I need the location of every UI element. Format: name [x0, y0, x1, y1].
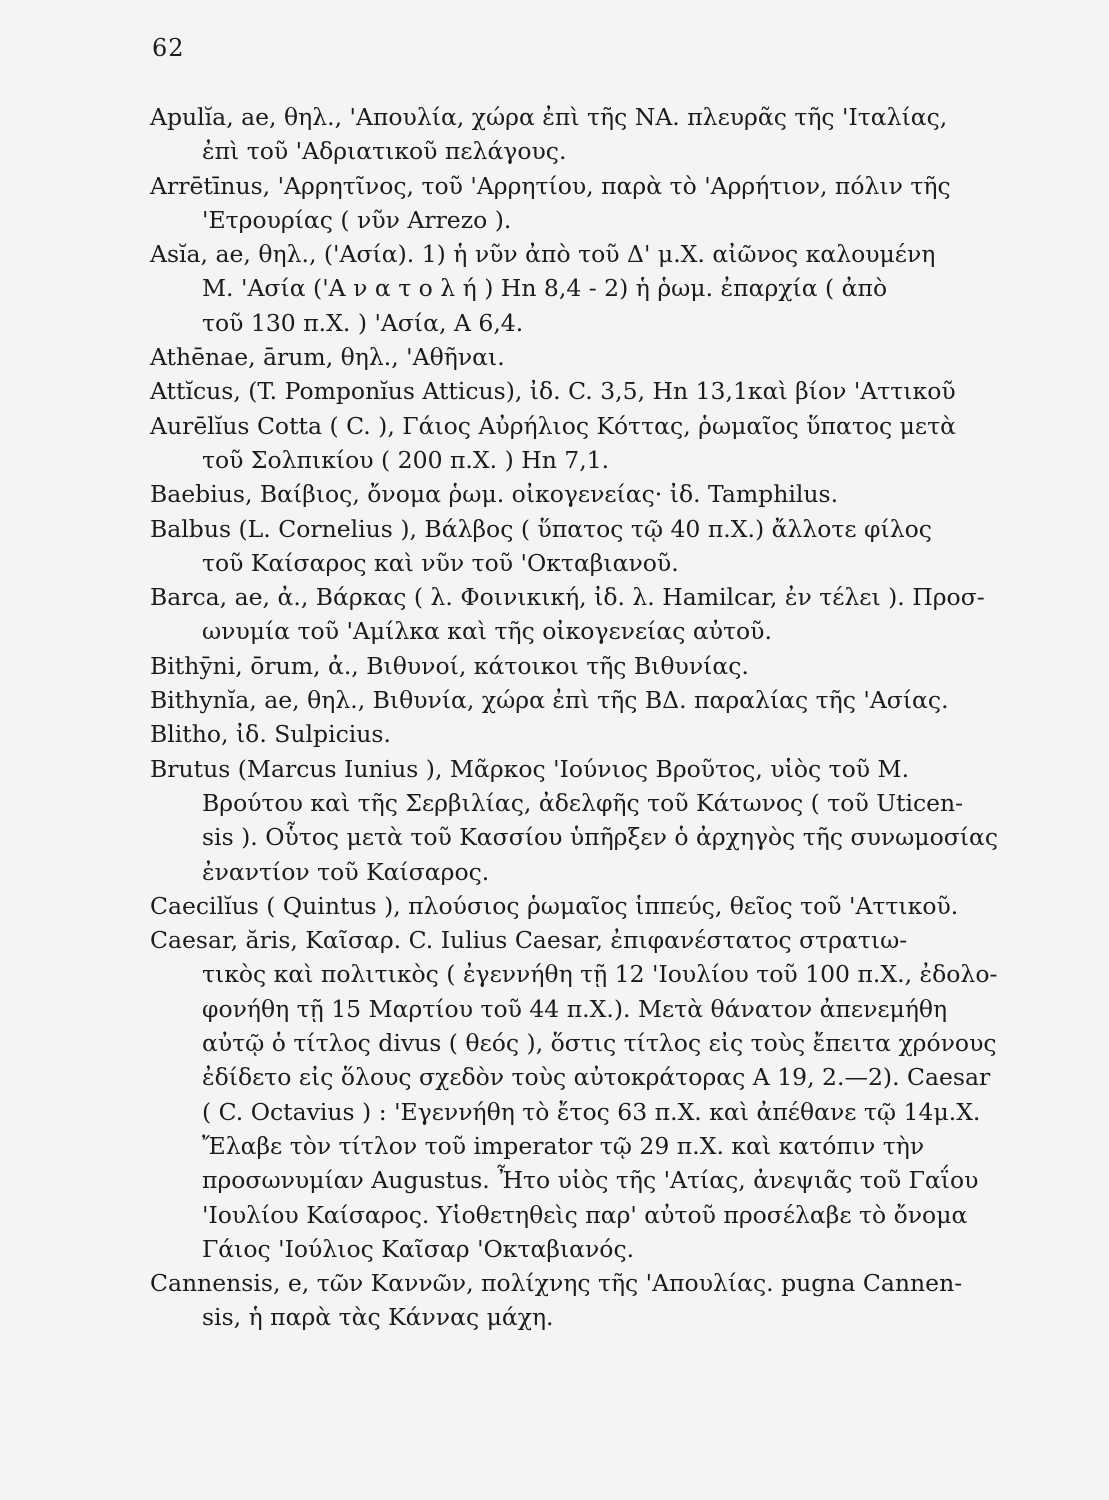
entry-continuation-line: ἐδίδετο εἰς ὅλους σχεδὸν τοὺς αὐτοκράτορας A 19, 2.—2). Caesar — [202, 1063, 991, 1092]
dictionary-entry — [150, 374, 1020, 408]
entry-continuation-line: αὐτῷ ὁ τίτλος divus ( θεός ), ὅστις τίτλος εἰς τοὺς ἔπειτα χρόνους — [202, 1029, 997, 1058]
entry-headline: Baebius, Βαίβιος, ὄνομα ῥωμ. οἰκογενείας· ἰδ. Tamphilus. — [150, 480, 839, 509]
entry-continuation-line: sis, ἡ παρὰ τὰς Κάννας μάχη. — [202, 1303, 554, 1332]
dictionary-entry — [150, 752, 1020, 889]
dictionary-entry — [150, 237, 1020, 340]
dictionary-entry — [150, 169, 1020, 238]
entry-headline: Aurēlĭus Cotta ( C. ), Γάιος Αὐρήλιος Κόττας, ῥωμαῖος ὕπατος μετὰ — [150, 411, 956, 440]
entry-continuation-line: τοῦ 130 π.Χ. ) 'Ασία, A 6,4. — [202, 308, 524, 337]
entry-headline: Barca, ae, ἀ., Βάρκας ( λ. Φοινικική, ἰδ. λ. Hamilcar, ἐν τέλει ). Προσ- — [150, 583, 985, 612]
entry-continuation-line: Βρούτου καὶ τῆς Σερβιλίας, ἀδελφῆς τοῦ Κάτωνος ( τοῦ Uticen- — [202, 788, 964, 817]
entry-headline: Balbus (L. Cornelius ), Βάλβος ( ὕπατος τῷ 40 π.Χ.) ἄλλοτε φίλος — [150, 514, 932, 543]
entry-continuation-line: Γάιος 'Ιούλιος Καῖσαρ 'Οκταβιανός. — [202, 1234, 635, 1263]
entry-headline: Arrētīnus, 'Αρρητῖνος, τοῦ 'Αρρητίου, παρὰ τὸ 'Αρρήτιον, πόλιν τῆς — [150, 171, 951, 200]
dictionary-entry — [150, 580, 1020, 649]
dictionary-entry — [150, 923, 1020, 1266]
dictionary-entry — [150, 1266, 1020, 1335]
entry-continuation-line: ωνυμία τοῦ 'Αμίλκα καὶ τῆς οἰκογενείας αὐτοῦ. — [202, 617, 772, 646]
entry-headline: Caecilĭus ( Quintus ), πλούσιος ῥωμαῖος ἱππεύς, θεῖος τοῦ 'Αττικοῦ. — [150, 891, 959, 920]
entry-continuation-line: τοῦ Καίσαρος καὶ νῦν τοῦ 'Οκταβιανοῦ. — [202, 548, 679, 577]
page-number: 62 — [152, 34, 185, 62]
entry-continuation-line: προσωνυμίαν Augustus. Ἦτο υἱὸς τῆς 'Ατίας, ἀνεψιᾶς τοῦ Γαΐου — [202, 1166, 979, 1195]
dictionary-entry — [150, 340, 1020, 374]
entry-continuation-line: 'Ιουλίου Καίσαρος. Υἱοθετηθεὶς παρ' αὐτοῦ προσέλαβε τὸ ὄνομα — [202, 1200, 968, 1229]
entry-headline: Apulĭa, ae, θηλ., 'Απουλία, χώρα ἐπὶ τῆς ΝΑ. πλευρᾶς τῆς 'Ιταλίας, — [150, 103, 948, 131]
entry-headline: Attĭcus, (T. Pomponĭus Atticus), ἰδ. C. 3,5, Hn 13,1καὶ βίον 'Αττικοῦ — [150, 377, 956, 406]
entry-continuation-line: ( C. Octavius ) : 'Εγεννήθη τὸ ἔτος 63 π.Χ. καὶ ἀπέθανε τῷ 14μ.Χ. — [202, 1097, 981, 1126]
dictionary-entry — [150, 100, 1020, 169]
entry-headline: Caesar, ăris, Καῖσαρ. C. Iulius Caesar, ἐπιφανέστατος στρατιω- — [150, 926, 908, 955]
dictionary-entry — [150, 717, 1020, 751]
entry-headline: Brutus (Marcus Iunius ), Μᾶρκος 'Ιούνιος Βροῦτος, υἱὸς τοῦ Μ. — [150, 754, 910, 783]
entry-headline: Bithynĭa, ae, θηλ., Βιθυνία, χώρα ἐπὶ τῆς ΒΔ. παραλίας τῆς 'Ασίας. — [150, 686, 949, 715]
entry-continuation-line: φονήθη τῇ 15 Μαρτίου τοῦ 44 π.Χ.). Μετὰ θάνατον ἀπενεμήθη — [202, 994, 948, 1023]
dictionary-entry — [150, 889, 1020, 923]
dictionary-entry — [150, 477, 1020, 511]
entry-continuation-line: Ἔλαβε τὸν τίτλον τοῦ imperator τῷ 29 π.Χ. καὶ κατόπιν τὴν — [202, 1131, 925, 1160]
entry-continuation-line: ἐπὶ τοῦ 'Αδριατικοῦ πελάγους. — [202, 137, 567, 166]
entry-continuation-line: Μ. 'Ασία ('Α ν α τ ο λ ή ) Hn 8,4 - 2) ἡ ῥωμ. ἐπαρχία ( ἀπὸ — [202, 274, 888, 303]
dictionary-entry — [150, 683, 1020, 717]
entry-headline: Blitho, ἰδ. Sulpicius. — [150, 720, 391, 749]
entry-continuation-line: τικὸς καὶ πολιτικὸς ( ἐγεννήθη τῇ 12 'Ιουλίου τοῦ 100 π.Χ., ἐδολο- — [202, 960, 998, 989]
entry-headline: Asĭa, ae, θηλ., ('Ασία). 1) ἡ νῦν ἀπὸ τοῦ Δ' μ.Χ. αἰῶνος καλουμένη — [150, 240, 936, 269]
entry-continuation-line: sis ). Οὗτος μετὰ τοῦ Κασσίου ὑπῆρξεν ὁ ἀρχηγὸς τῆς συνωμοσίας — [202, 823, 999, 852]
entry-headline: Bithȳni, ōrum, ἀ., Βιθυνοί, κάτοικοι τῆς Βιθυνίας. — [150, 651, 749, 680]
entry-continuation-line: τοῦ Σολπικίου ( 200 π.Χ. ) Hn 7,1. — [202, 445, 610, 474]
entry-continuation-line: 'Ετρουρίας ( νῦν Arrezo ). — [202, 205, 512, 234]
dictionary-entries — [150, 100, 1020, 1335]
dictionary-entry — [150, 649, 1020, 683]
dictionary-entry — [150, 409, 1020, 478]
entry-continuation-line: ἐναντίον τοῦ Καίσαρος. — [202, 857, 490, 886]
dictionary-entry — [150, 512, 1020, 581]
entry-headline: Athēnae, ārum, θηλ., 'Αθῆναι. — [150, 343, 505, 372]
entry-headline: Cannensis, e, τῶν Καννῶν, πολίχνης τῆς 'Απουλίας. pugna Cannen- — [150, 1269, 963, 1298]
